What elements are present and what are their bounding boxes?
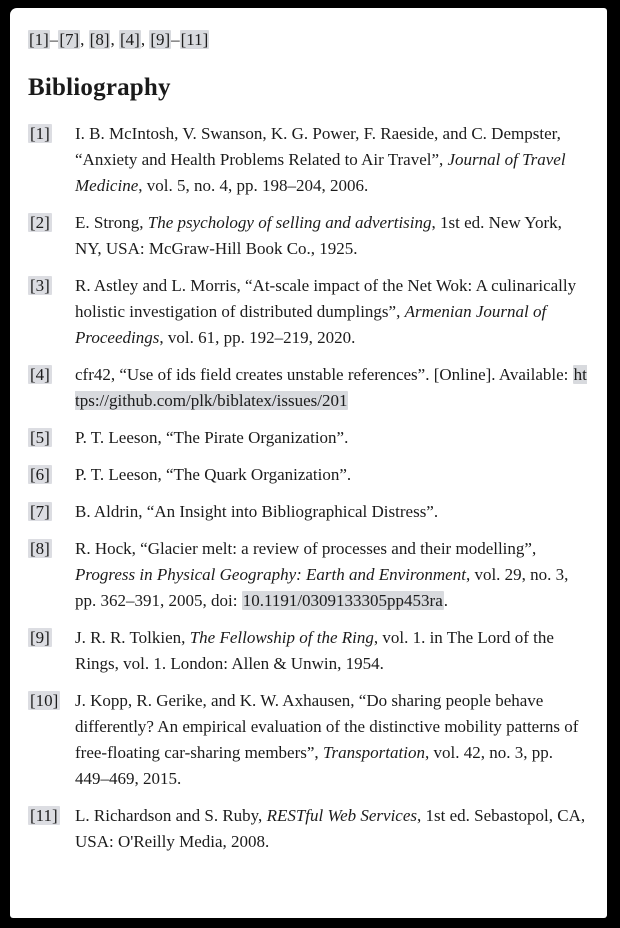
citation-ref[interactable]: [9] [150,30,171,49]
italic-title: Armenian Journal of Proceedings [75,302,547,347]
link-highlight[interactable]: https://github.com/plk/biblatex/issues/201 [75,365,587,410]
text-run: , [140,30,150,49]
entry-text [75,362,593,414]
text-run: J. Kopp, R. Gerike, and K. W. Axhausen, “Do sharing people behave differently? An empirical evaluation of the distinctive mobility patterns of free-floating car-sharing members”, [75,691,579,762]
text-run: , vol. 5, no. 4, pp. 198–204, 2006. [138,176,369,195]
entry-label-cell [28,625,75,677]
text-run: , vol. 42, no. 3, pp. 449–469, 2015. [75,743,553,788]
entry-label-cell [28,688,75,792]
text-run: , 1st ed. Sebastopol, CA, USA: O'Reilly Media, 2008. [75,806,586,851]
entry-text [75,210,593,262]
text-run: , [80,30,89,49]
citation-ref[interactable]: [1] [29,30,49,49]
entry-label[interactable]: [3] [30,276,50,295]
bibliography-entry [28,688,593,792]
entry-text [75,499,593,525]
text-run: R. Hock, “Glacier melt: a review of processes and their modelling”, [75,539,537,558]
page-title: Bibliography [28,74,171,101]
entry-label[interactable]: [1] [30,124,50,143]
text-run: E. Strong, [75,213,148,232]
entry-label-cell [28,462,75,488]
entry-label-cell [28,362,75,414]
link-highlight[interactable]: 10.1191/0309133305pp453ra [242,591,443,610]
entry-label[interactable]: [11] [30,806,58,825]
bibliography-entry [28,462,593,488]
entry-label-cell [28,425,75,451]
entry-text [75,688,593,792]
entry-label-cell [28,121,75,199]
citation-line [28,29,593,50]
citation-ref[interactable]: [11] [180,30,209,49]
entry-label[interactable]: [5] [30,428,50,447]
entry-text [75,803,593,855]
bibliography-entry [28,625,593,677]
citation-ref[interactable]: [8] [89,30,110,49]
entry-text [75,625,593,677]
text-run: J. R. R. Tolkien, [75,628,190,647]
text-run: P. T. Leeson, “The Quark Organization”. [75,465,352,484]
bibliography-entry [28,803,593,855]
entry-label[interactable]: [9] [30,628,50,647]
text-run: – [171,30,180,49]
entry-label-cell [28,210,75,262]
italic-title: Journal of Travel Medicine [75,150,566,195]
entry-text [75,536,593,614]
entry-label-cell [28,803,75,855]
text-run: , vol. 29, no. 3, pp. 362–391, 2005, doi: [75,565,569,610]
entry-label[interactable]: [6] [30,465,50,484]
entry-label-cell [28,273,75,351]
entry-text [75,121,593,199]
italic-title: The Fellowship of the Ring [189,628,374,647]
bibliography-entry [28,425,593,451]
citation-ref[interactable]: [4] [119,30,140,49]
entry-label[interactable]: [7] [30,502,50,521]
text-run: , vol. 61, pp. 192–219, 2020. [159,328,356,347]
entry-label-cell [28,536,75,614]
text-run: R. Astley and L. Morris, “At-scale impact of the Net Wok: A culinarically holistic investigation of distributed dumplings”, [75,276,577,321]
italic-title: Progress in Physical Geography: Earth and Environment [75,565,466,584]
document-page [10,8,607,918]
entry-label[interactable]: [10] [30,691,59,710]
bibliography-entry [28,499,593,525]
entry-label[interactable]: [4] [30,365,50,384]
bibliography-entry [28,273,593,351]
text-run: I. B. McIntosh, V. Swanson, K. G. Power, F. Raeside, and C. Dempster, “Anxiety and Health Problems Related to Air Travel”, [75,124,561,169]
text-run: . [443,591,449,610]
text-run: P. T. Leeson, “The Pirate Organization”. [75,428,349,447]
italic-title: The psychology of selling and advertising [147,213,432,232]
text-run: , [110,30,119,49]
entry-label[interactable]: [8] [30,539,50,558]
entry-text [75,462,593,488]
citation-ref[interactable]: [7] [59,30,80,49]
text-run: , vol. 1. in The Lord of the Rings, vol. 1. London: Allen & Unwin, 1954. [75,628,554,673]
text-run: – [49,30,59,49]
bibliography-entry [28,210,593,262]
entry-label-cell [28,499,75,525]
text-run: cfr42, “Use of ids field creates unstable references”. [Online]. Available: [75,365,573,384]
entry-text [75,273,593,351]
bibliography-entry [28,536,593,614]
entry-text [75,425,593,451]
italic-title: Transportation [322,743,425,762]
text-run: L. Richardson and S. Ruby, [75,806,267,825]
italic-title: RESTful Web Services [266,806,418,825]
text-run: B. Aldrin, “An Insight into Bibliographical Distress”. [75,502,439,521]
bibliography-entry [28,121,593,199]
entry-label[interactable]: [2] [30,213,50,232]
text-run: , 1st ed. New York, NY, USA: McGraw-Hill Book Co., 1925. [75,213,562,258]
bibliography-list [28,121,593,855]
bibliography-entry [28,362,593,414]
